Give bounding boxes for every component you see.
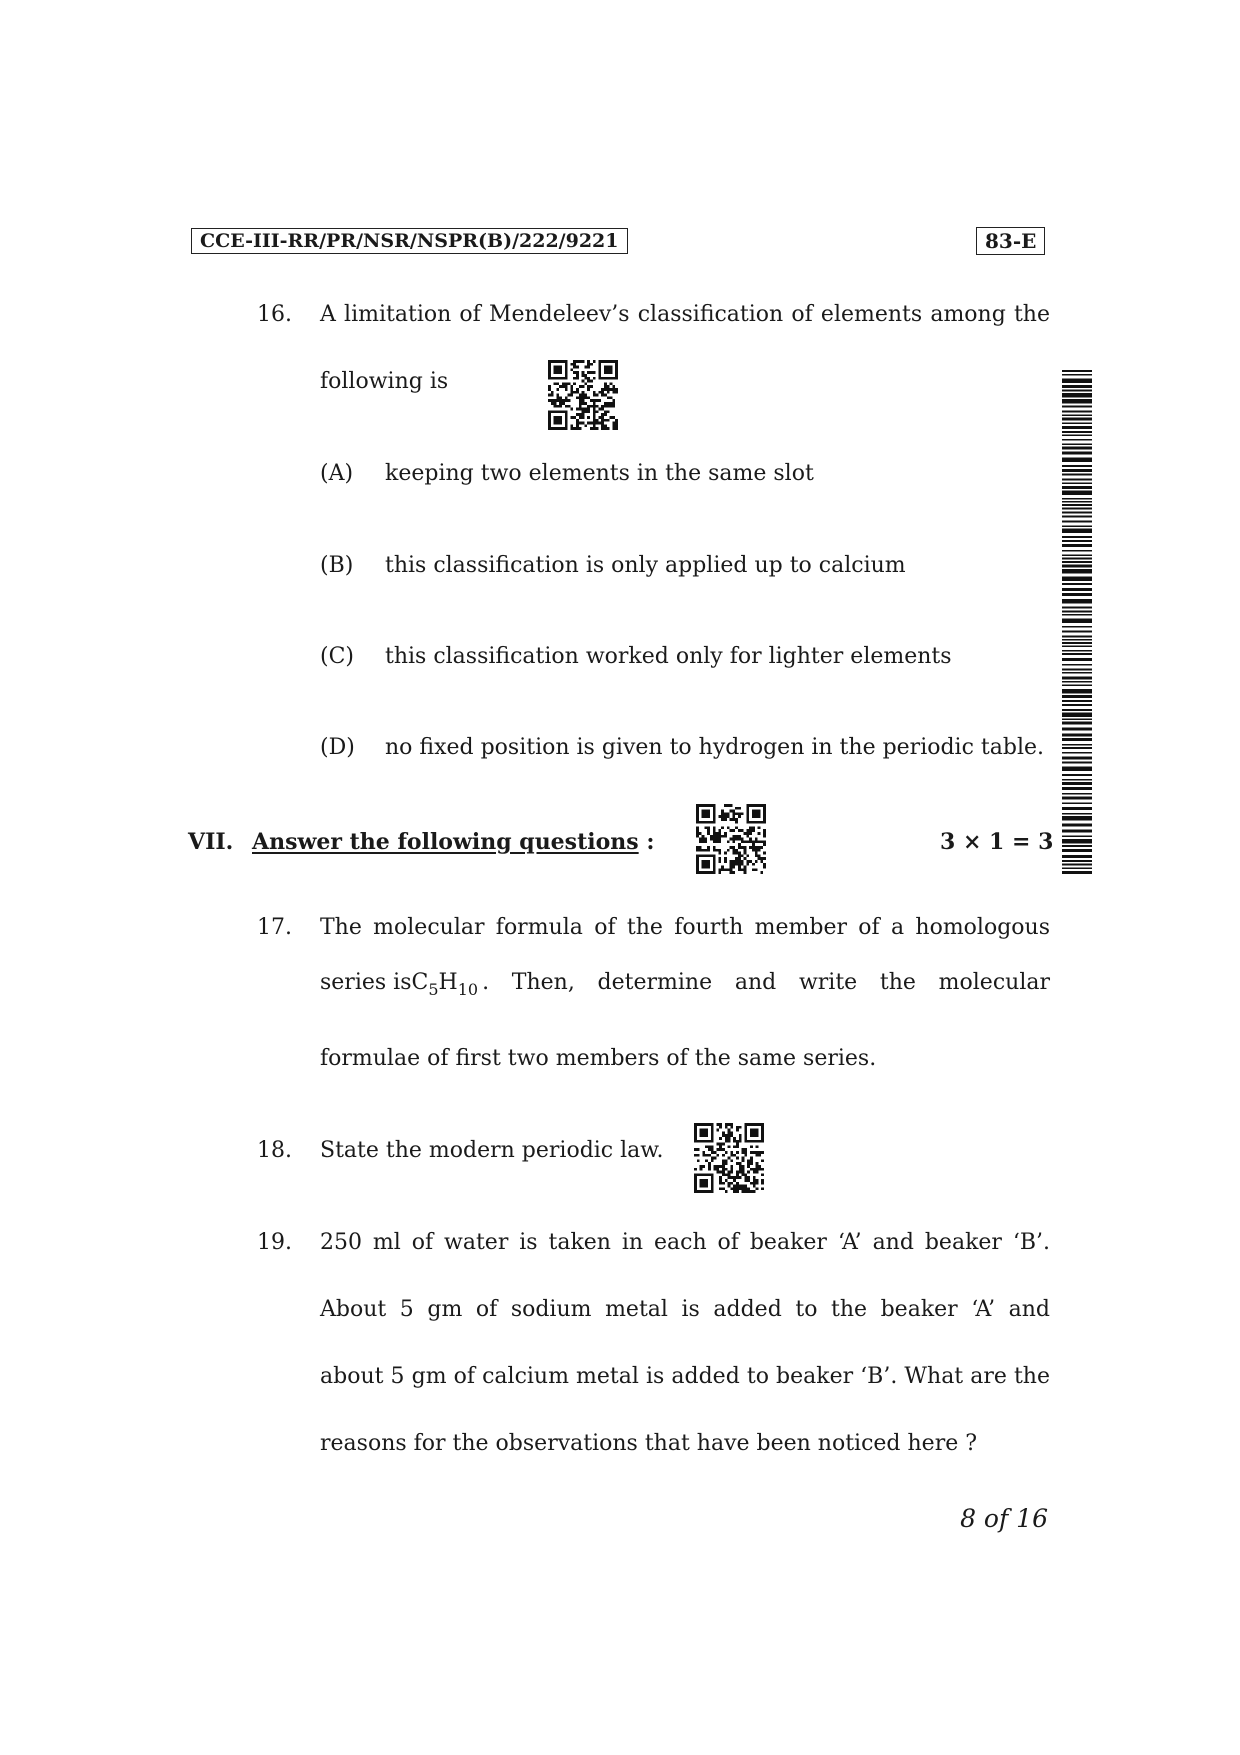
formula-carbon: C [411,970,429,995]
section-title-text: Answer the following questions [252,829,639,855]
option-b-label: (B) [320,553,354,578]
question-16-line-1: A limitation of Mendeleev’s classification of elements among the [320,302,1050,327]
question-19-line-1: 250 ml of water is taken in each of beaker ‘A’ and beaker ‘B’. [320,1230,1050,1255]
question-17-line-2-end: . Then, determine and write the molecular [482,970,1050,995]
question-19-number: 19. [257,1230,292,1255]
question-17-line-1: The molecular formula of the fourth member of a homologous [320,915,1050,940]
option-c-label: (C) [320,644,354,669]
barcode-icon [1062,370,1092,875]
question-16-number: 16. [257,302,292,327]
option-c-text: this classification worked only for lighter elements [385,644,952,669]
question-19-line-2: About 5 gm of sodium metal is added to the beaker ‘A’ and [320,1297,1050,1322]
section-title-colon: : [646,829,655,855]
section-number: VII. [188,829,234,855]
option-d-label: (D) [320,735,355,760]
formula-hydrogen-subscript: 10 [457,980,479,999]
exam-code: CCE-III-RR/PR/NSR/NSPR(B)/222/9221 [191,228,628,254]
chemical-formula [412,968,479,998]
option-d-text: no fixed position is given to hydrogen in the periodic table. [385,735,1045,760]
option-b-text: this classification is only applied up to calcium [385,553,906,578]
question-16-line-2: following is [320,369,449,394]
question-17-number: 17. [257,915,292,940]
question-18-number: 18. [257,1138,292,1163]
formula-hydrogen: H [438,970,458,995]
option-a-text: keeping two elements in the same slot [385,461,814,486]
section-marks: 3 × 1 = 3 [940,829,1054,855]
formula-carbon-subscript: 5 [428,980,439,999]
question-17-line-3: formulae of first two members of the same series. [320,1046,877,1071]
qr-code-icon [696,804,766,874]
question-17-line-2 [320,968,1050,998]
qr-code-icon [548,360,618,430]
paper-set-code: 83-E [976,227,1045,255]
qr-code-icon [694,1123,764,1193]
question-19-line-3: about 5 gm of calcium metal is added to beaker ‘B’. What are the [320,1364,1050,1389]
option-a-label: (A) [320,461,354,486]
question-19-line-4: reasons for the observations that have been noticed here ? [320,1431,978,1456]
question-17-line-2-start: series is [320,970,412,995]
question-18-text: State the modern periodic law. [320,1138,664,1163]
page-number: 8 of 16 [960,1504,1048,1533]
section-title [252,827,654,857]
